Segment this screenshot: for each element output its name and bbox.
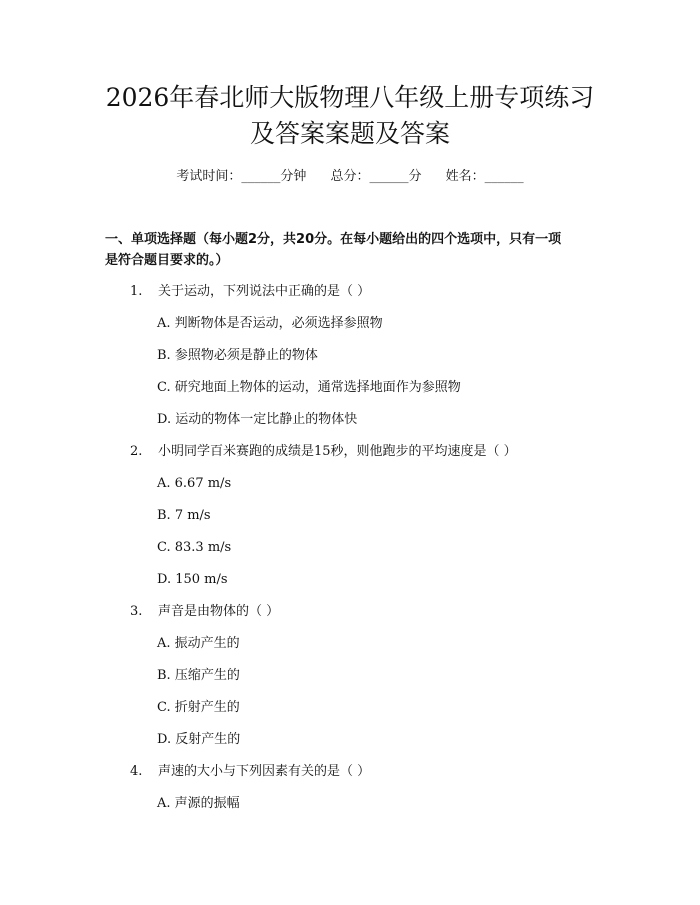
section-heading-line-1: 一、单项选择题（每小题2分，共20分。在每小题给出的四个选项中，只有一项 xyxy=(105,232,562,247)
section-heading-line-2: 是符合题目要求的。） xyxy=(105,253,229,268)
question-number: 3. xyxy=(130,604,143,619)
question-number: 1. xyxy=(130,284,143,299)
exam-time-label: 考试时间：______分钟 xyxy=(176,169,307,184)
option-b: B. 7 m/s xyxy=(157,508,211,523)
option-b: B. 压缩产生的 xyxy=(157,668,240,683)
option-c: C. 研究地面上物体的运动，通常选择地面作为参照物 xyxy=(157,380,461,395)
title-line-2: 及答案案题及答案 xyxy=(249,119,450,148)
question-text: 声速的大小与下列因素有关的是（ ） xyxy=(158,764,371,779)
total-score-label: 总分：______分 xyxy=(330,169,422,184)
option-c: C. 83.3 m/s xyxy=(157,540,232,555)
title-line-1: 2026年春北师大版物理八年级上册专项练习 xyxy=(105,83,595,112)
question-number: 2. xyxy=(130,444,143,459)
question-3 xyxy=(130,602,279,622)
question-2 xyxy=(130,442,517,462)
question-number: 4. xyxy=(130,764,143,779)
student-name-label: 姓名：______ xyxy=(445,169,524,184)
page-title xyxy=(60,80,640,152)
option-a: A. 声源的振幅 xyxy=(157,796,240,811)
option-d: D. 反射产生的 xyxy=(157,732,241,747)
question-4 xyxy=(130,762,370,782)
option-a: A. 判断物体是否运动，必须选择参照物 xyxy=(157,316,383,331)
question-text: 声音是由物体的（ ） xyxy=(158,604,280,619)
option-d: D. 运动的物体一定比静止的物体快 xyxy=(157,412,358,427)
section-heading xyxy=(105,229,605,271)
option-a: A. 6.67 m/s xyxy=(157,476,232,491)
question-text: 小明同学百米赛跑的成绩是15秒，则他跑步的平均速度是（ ） xyxy=(158,444,517,459)
option-d: D. 150 m/s xyxy=(157,572,228,587)
option-b: B. 参照物必须是静止的物体 xyxy=(157,348,318,363)
question-text: 关于运动，下列说法中正确的是（ ） xyxy=(158,284,371,299)
option-c: C. 折射产生的 xyxy=(157,700,240,715)
question-1 xyxy=(130,282,370,302)
exam-meta xyxy=(0,167,700,187)
option-a: A. 振动产生的 xyxy=(157,636,240,651)
